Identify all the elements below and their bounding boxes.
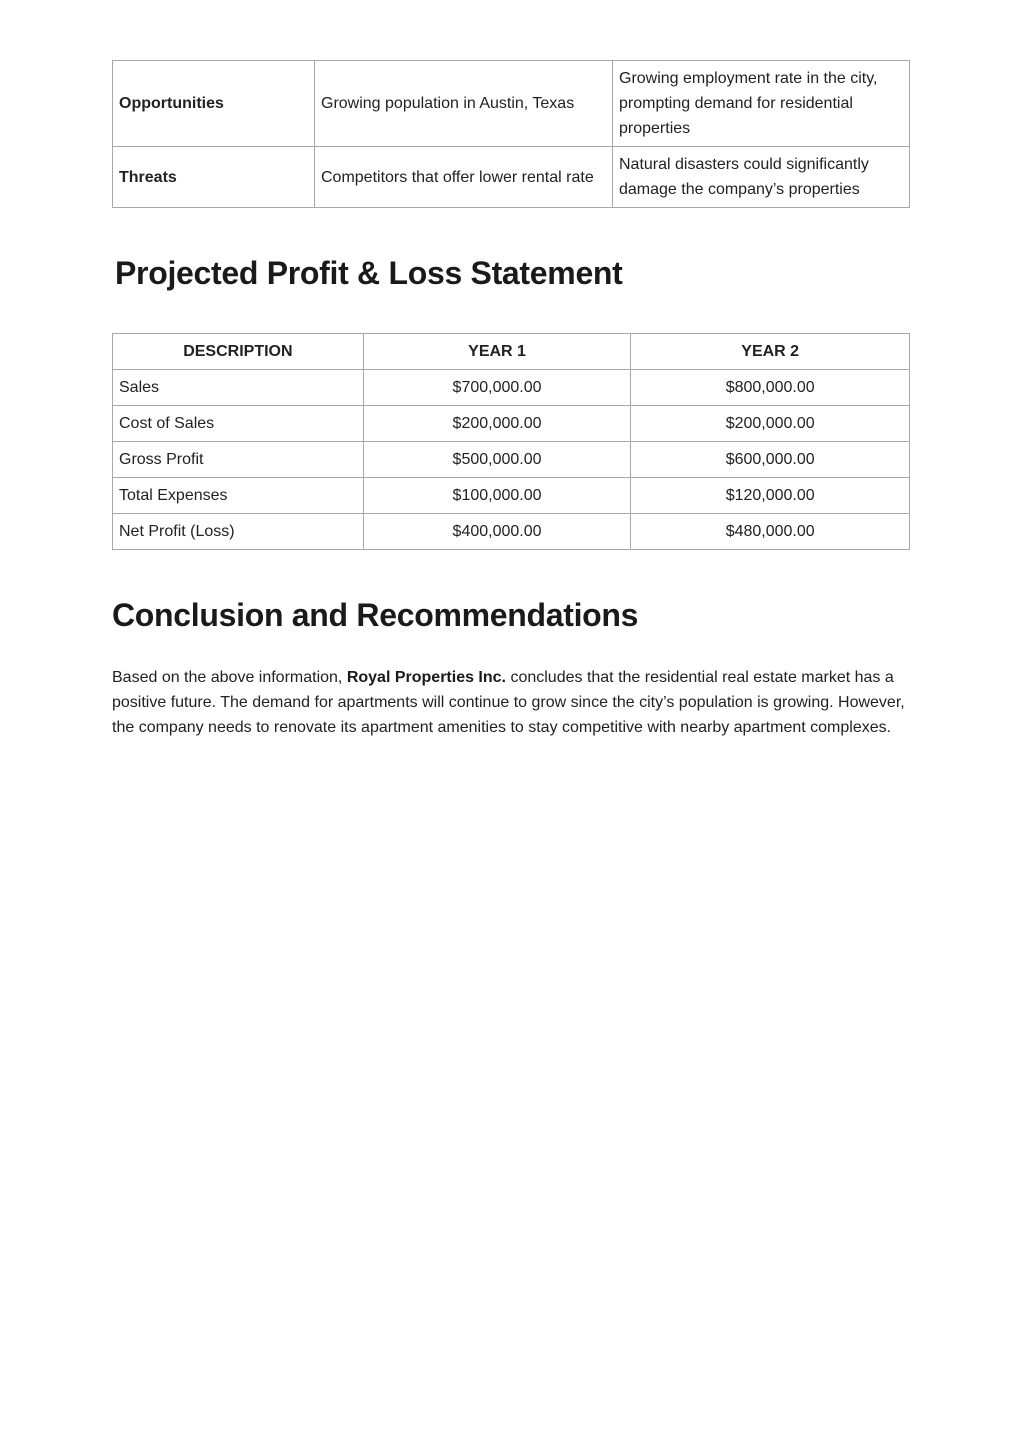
profit-loss-heading: Projected Profit & Loss Statement bbox=[115, 255, 623, 291]
table-cell: Natural disasters could significantly damage the company’s properties bbox=[613, 147, 910, 208]
year-1-cell: $500,000.00 bbox=[363, 442, 631, 478]
table-header-row bbox=[113, 334, 910, 370]
column-header-year-1: YEAR 1 bbox=[363, 334, 631, 370]
row-label: Opportunities bbox=[113, 61, 315, 147]
description-cell: Total Expenses bbox=[113, 478, 364, 514]
row-label: Threats bbox=[113, 147, 315, 208]
year-2-cell: $800,000.00 bbox=[631, 370, 910, 406]
table-row bbox=[113, 147, 910, 208]
year-1-cell: $700,000.00 bbox=[363, 370, 631, 406]
year-1-cell: $200,000.00 bbox=[363, 406, 631, 442]
conclusion-text-body: concludes that the residential real estate market has a positive future. The demand for apartments will continue to grow since the city’s population is growing. However, the company needs to renovate its apartment amenities to stay competitive with nearby apartment complexes. bbox=[112, 669, 905, 736]
year-2-cell: $120,000.00 bbox=[631, 478, 910, 514]
table-row bbox=[113, 61, 910, 147]
description-cell: Gross Profit bbox=[113, 442, 364, 478]
year-2-cell: $600,000.00 bbox=[631, 442, 910, 478]
table-row bbox=[113, 442, 910, 478]
conclusion-text-intro: Based on the above information, bbox=[112, 669, 347, 686]
year-1-cell: $100,000.00 bbox=[363, 478, 631, 514]
conclusion-paragraph bbox=[112, 665, 912, 740]
table-row bbox=[113, 478, 910, 514]
year-1-cell: $400,000.00 bbox=[363, 514, 631, 550]
conclusion-heading: Conclusion and Recommendations bbox=[112, 597, 639, 633]
column-header-description: DESCRIPTION bbox=[113, 334, 364, 370]
description-cell: Cost of Sales bbox=[113, 406, 364, 442]
table-cell: Growing employment rate in the city, prompting demand for residential properties bbox=[613, 61, 910, 147]
year-2-cell: $480,000.00 bbox=[631, 514, 910, 550]
company-name: Royal Properties Inc. bbox=[346, 669, 506, 686]
table-row bbox=[113, 406, 910, 442]
table-row bbox=[113, 370, 910, 406]
profit-loss-table bbox=[112, 333, 910, 550]
table-cell: Competitors that offer lower rental rate bbox=[315, 147, 613, 208]
table-cell: Growing population in Austin, Texas bbox=[315, 61, 613, 147]
column-header-year-2: YEAR 2 bbox=[631, 334, 910, 370]
swot-table bbox=[112, 60, 910, 208]
table-row bbox=[113, 514, 910, 550]
description-cell: Sales bbox=[113, 370, 364, 406]
description-cell: Net Profit (Loss) bbox=[113, 514, 364, 550]
year-2-cell: $200,000.00 bbox=[631, 406, 910, 442]
